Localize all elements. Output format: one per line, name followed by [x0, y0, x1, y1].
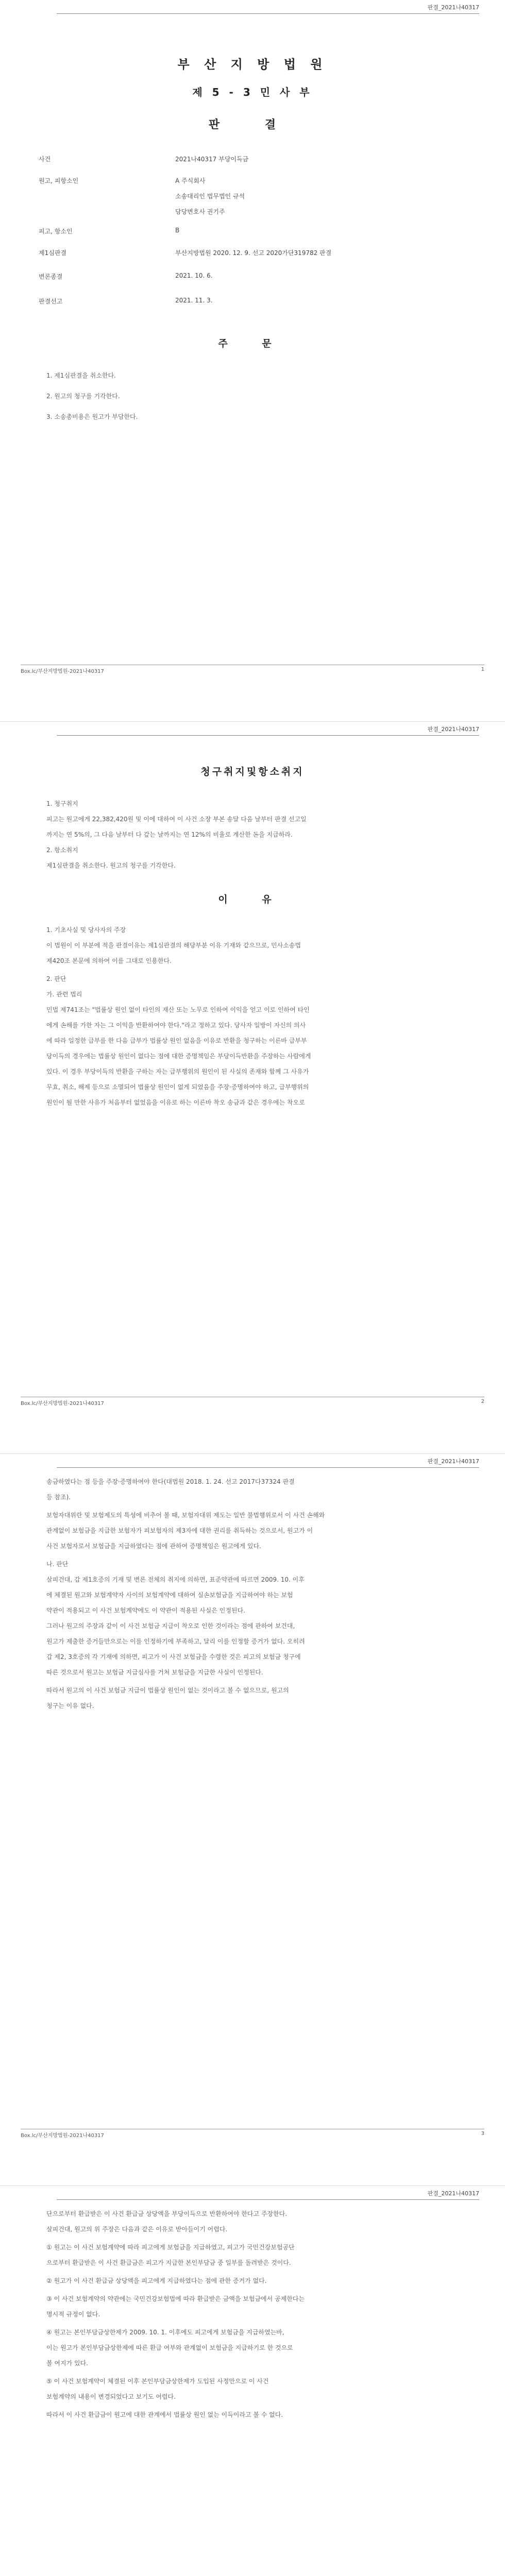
- order-item: 3. 소송총비용은 원고가 부담한다.: [46, 413, 138, 420]
- field-value: 부산지방법원 2020. 12. 9. 선고 2020가단319782 판결: [175, 249, 332, 257]
- field-label: 변론종결: [39, 273, 63, 280]
- text-line: 보험계약의 내용이 변경되었다고 보기도 어렵다.: [46, 2393, 176, 2400]
- text-line: 살피건대, 갑 제1호증의 기재 및 변론 전체의 취지에 의하면, 표준약관에 따르면 2009. 10. 이후: [46, 1576, 305, 1583]
- page-header: [57, 725, 479, 736]
- text-line: 따라서 원고의 이 사건 보험금 지급이 법률상 원인이 없는 것이라고 볼 수 없으므로, 원고의: [46, 1687, 289, 1694]
- text-line: 송금하였다는 점 등을 주장·증명하여야 한다(대법원 2018. 1. 24. 선고 2017다37324 판결: [46, 1478, 295, 1485]
- text-line: 등 참조).: [46, 1494, 71, 1501]
- text-line: 1. 청구취지: [46, 800, 78, 807]
- field-value: 2021. 10. 6.: [175, 272, 213, 279]
- field-value: A 주식회사: [175, 177, 206, 184]
- text-line: 민법 제741조는 "법률상 원인 없이 타인의 재산 또는 노무로 인하여 이익을 얻고 이로 인하여 타인: [46, 1006, 310, 1013]
- field-label: 판결선고: [39, 298, 63, 305]
- text-line: 무효, 취소, 해제 등으로 소멸되어 법률상 원인이 없게 되었음을 주장·증명하여야 하고, 급부행위의: [46, 1083, 309, 1091]
- text-line: 당이득의 경우에는 법률상 원인이 없다는 점에 대한 증명책임은 부당이득반환을 주장하는 사람에게: [46, 1053, 311, 1060]
- page-3: [0, 1454, 505, 2186]
- page-header: [57, 1457, 479, 1468]
- page-number: 3: [481, 2131, 484, 2137]
- text-line: 2. 판단: [46, 975, 66, 982]
- text-line: 2. 항소취지: [46, 846, 78, 854]
- field-label: 원고, 피항소인: [39, 177, 79, 184]
- field-value: 2021. 11. 3.: [175, 297, 213, 304]
- text-line: 갑 제2, 3호증의 각 기재에 의하면, 피고가 이 사건 보험금을 수령한 것은 피고의 보험금 청구에: [46, 1653, 301, 1660]
- text-line: 가. 관련 법리: [46, 991, 82, 998]
- claim-title: 청구취지및항소취지: [200, 766, 305, 777]
- judgment-title: 판 결: [208, 118, 297, 131]
- text-line: ④ 원고는 본인부담금상한제가 2009. 10. 1. 이후에도 피고에게 보험금을 지급하였는바,: [46, 2329, 284, 2336]
- case-number: 판결_2021나40317: [427, 726, 479, 733]
- text-line: 따른 것으로서 원고는 보험금 지급심사를 거쳐 보험금을 지급한 사실이 인정된다.: [46, 1669, 263, 1676]
- text-line: 관계없이 보험금을 지급한 보험자가 피보험자의 제3자에 대한 권리를 취득하는 것으로서, 원고가 이: [46, 1527, 313, 1534]
- text-line: 단으로부터 환급받은 이 사건 환급금 상당액을 부당이득으로 반환하여야 한다고 주장한다.: [46, 2210, 288, 2217]
- field-label: 사건: [39, 156, 51, 163]
- text-line: 볼 여지가 있다.: [46, 2360, 88, 2367]
- text-line: 청구는 이유 없다.: [46, 1702, 94, 1709]
- field-label: 피고, 항소인: [39, 228, 73, 235]
- text-line: 약관이 적용되고 이 사건 보험계약에도 이 약관이 적용된 사실은 인정된다.: [46, 1607, 245, 1614]
- field-value: 2021나40317 부당이득금: [175, 156, 249, 163]
- page-1: [0, 0, 505, 722]
- court-name: 부 산 지 방 법 원: [177, 57, 328, 72]
- department-name: 제 5 - 3 민 사 부: [192, 86, 313, 98]
- text-line: 따라서 이 사건 환급금이 원고에 대한 관계에서 법률상 원인 없는 이득이라고 볼 수 없다.: [46, 2411, 283, 2418]
- text-line: ③ 이 사건 보험계약의 약관에는 국민건강보험법에 따라 환급받은 금액을 보험금에서 공제한다는: [46, 2295, 305, 2302]
- text-line: 원인이 될 만한 사유가 처음부터 없었음을 이유로 하는 이른바 착오 송금과 같은 경우에는 착오로: [46, 1099, 305, 1106]
- page-header: [57, 2189, 479, 2200]
- text-line: ① 원고는 이 사건 보험계약에 따라 피고에게 보험금을 지급하였고, 피고가 국민건강보험공단: [46, 2244, 295, 2251]
- page-header: [57, 3, 479, 14]
- field-value: B: [175, 227, 180, 234]
- text-line: 이는 원고가 본인부담금상한제에 따른 환급 여부와 관계없이 보험금을 지급하기로 한 것으로: [46, 2344, 293, 2351]
- text-line: 피고는 원고에게 22,382,420원 및 이에 대하여 이 사건 소장 부본 송달 다음 날부터 판결 선고일: [46, 816, 307, 823]
- order-item: 2. 원고의 청구를 기각한다.: [46, 393, 120, 400]
- field-label: 제1심판결: [39, 249, 67, 257]
- text-line: 에게 손해를 가한 자는 그 이익을 반환하여야 한다."라고 정하고 있다. 당사자 일방이 자신의 의사: [46, 1022, 306, 1029]
- text-line: 에 따라 일정한 급부를 한 다음 급부가 법률상 원인 없음을 이유로 반환을 청구하는 이른바 급부부: [46, 1037, 307, 1044]
- footer-source: Box.lc/부산지방법원-2021나40317: [21, 669, 104, 674]
- text-line: 이 법원이 이 부분에 적을 판결이유는 제1심판결의 해당부분 이유 기재와 같으므로, 민사소송법: [46, 942, 301, 949]
- field-value: 담당변호사 권기주: [175, 208, 225, 215]
- text-line: 보험자대위란 및 보험제도의 특성에 비추어 볼 때, 보험자대위 제도는 일반 불법행위로서 이 사건 손해와: [46, 1512, 325, 1519]
- text-line: ② 원고가 이 사건 환급금 상당액을 피고에게 지급하였다는 점에 관한 증거가 없다.: [46, 2277, 267, 2284]
- footer-source: Box.lc/부산지방법원-2021나40317: [21, 2133, 104, 2139]
- text-line: 원고가 제출한 증거들만으로는 이를 인정하기에 부족하고, 달리 이를 인정할 증거가 없다. 오히려: [46, 1638, 305, 1645]
- text-line: 명시적 규정이 없다.: [46, 2311, 100, 2318]
- text-line: 1. 기초사실 및 당사자의 주장: [46, 926, 126, 934]
- text-line: ⑤ 이 사건 보험계약이 체결된 이후 본인부담금상한제가 도입된 사정만으로 이 사건: [46, 2378, 269, 2385]
- case-number: 판결_2021나40317: [427, 2190, 479, 2197]
- page-4: [0, 2186, 505, 2576]
- text-line: 으로부터 환급받은 이 사건 환급금은 피고가 지급한 본인부담금 중 일부를 돌려받은 것이다.: [46, 2259, 291, 2266]
- text-line: 사건 보험자로서 보험금을 지급하였다는 점에 관하여 증명책임은 원고에게 있다.: [46, 1543, 261, 1550]
- footer-source: Box.lc/부산지방법원-2021나40317: [21, 1401, 104, 1406]
- text-line: 있다. 이 경우 부당이득의 반환을 구하는 자는 급부행위의 원인이 된 사실의 존재와 함께 그 사유가: [46, 1068, 309, 1075]
- case-number: 판결_2021나40317: [427, 4, 479, 11]
- field-value: 소송대리인 법무법인 규석: [175, 193, 245, 200]
- text-line: 살피건대, 원고의 위 주장은 다음과 같은 이유로 받아들이기 어렵다.: [46, 2226, 228, 2233]
- page-2: [0, 722, 505, 1454]
- text-line: 에 체결된 원고와 보험계약자 사이의 보험계약에 대하여 실손보험금을 지급하여야 하는 보험: [46, 1591, 293, 1599]
- reason-title: 이 유: [218, 894, 287, 905]
- text-line: 나. 판단: [46, 1561, 69, 1568]
- order-title: 주 문: [218, 338, 287, 349]
- page-number: 1: [481, 667, 484, 672]
- text-line: 제1심판결을 취소한다. 원고의 청구를 기각한다.: [46, 862, 176, 869]
- order-item: 1. 제1심판결을 취소한다.: [46, 372, 116, 379]
- text-line: 제420조 본문에 의하여 이를 그대로 인용한다.: [46, 957, 172, 964]
- text-line: 까지는 연 5%의, 그 다음 날부터 다 갚는 날까지는 연 12%의 비율로 계산한 돈을 지급하라.: [46, 831, 293, 838]
- page-number: 2: [481, 1399, 484, 1404]
- case-number: 판결_2021나40317: [427, 1458, 479, 1465]
- text-line: 그러나 원고의 주장과 같이 이 사건 보험금 지급이 착오로 인한 것이라는 점에 관하여 보건대,: [46, 1622, 295, 1630]
